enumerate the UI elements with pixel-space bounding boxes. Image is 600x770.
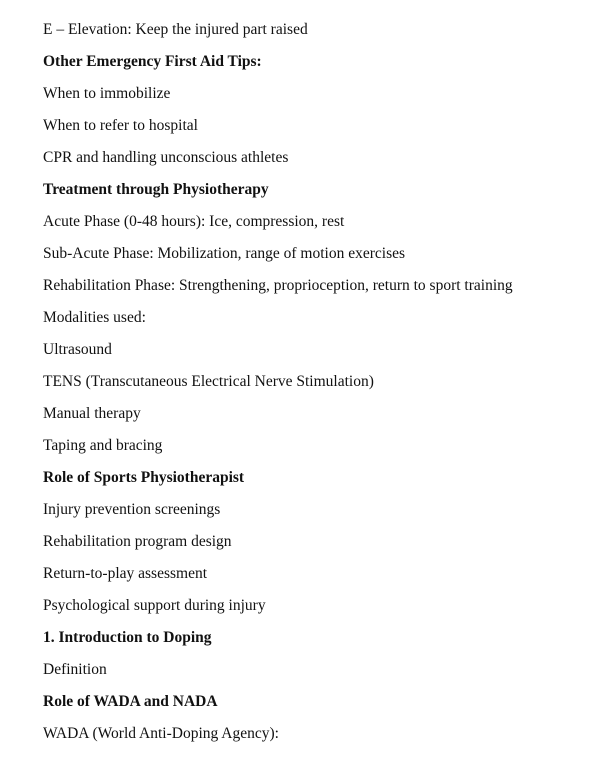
heading-introduction-doping: 1. Introduction to Doping xyxy=(43,629,212,646)
text-line-sub-acute-phase: Sub-Acute Phase: Mobilization, range of motion exercises xyxy=(43,245,406,262)
heading-other-emergency-tips: Other Emergency First Aid Tips: xyxy=(43,53,262,70)
text-line-wada: WADA (World Anti-Doping Agency): xyxy=(43,725,279,742)
text-line-elevation: E – Elevation: Keep the injured part raised xyxy=(43,21,308,38)
text-line-injury-prevention: Injury prevention screenings xyxy=(43,501,221,518)
text-line-taping: Taping and bracing xyxy=(43,437,163,454)
text-line-rehabilitation-phase: Rehabilitation Phase: Strengthening, proprioception, return to sport training xyxy=(43,277,513,294)
text-line-cpr: CPR and handling unconscious athletes xyxy=(43,149,289,166)
text-line-manual-therapy: Manual therapy xyxy=(43,405,141,422)
text-line-psychological-support: Psychological support during injury xyxy=(43,597,266,614)
text-line-ultrasound: Ultrasound xyxy=(43,341,112,358)
text-line-modalities: Modalities used: xyxy=(43,309,146,326)
text-line-rehab-program: Rehabilitation program design xyxy=(43,533,232,550)
text-line-return-to-play: Return-to-play assessment xyxy=(43,565,208,582)
text-line-immobilize: When to immobilize xyxy=(43,85,171,102)
text-line-acute-phase: Acute Phase (0-48 hours): Ice, compression, rest xyxy=(43,213,345,230)
text-line-refer-hospital: When to refer to hospital xyxy=(43,117,198,134)
heading-role-wada-nada: Role of WADA and NADA xyxy=(43,693,218,710)
heading-treatment-physiotherapy: Treatment through Physiotherapy xyxy=(43,181,269,198)
heading-role-sports-physiotherapist: Role of Sports Physiotherapist xyxy=(43,469,245,486)
text-line-tens: TENS (Transcutaneous Electrical Nerve Stimulation) xyxy=(43,373,374,390)
text-line-definition: Definition xyxy=(43,661,107,678)
